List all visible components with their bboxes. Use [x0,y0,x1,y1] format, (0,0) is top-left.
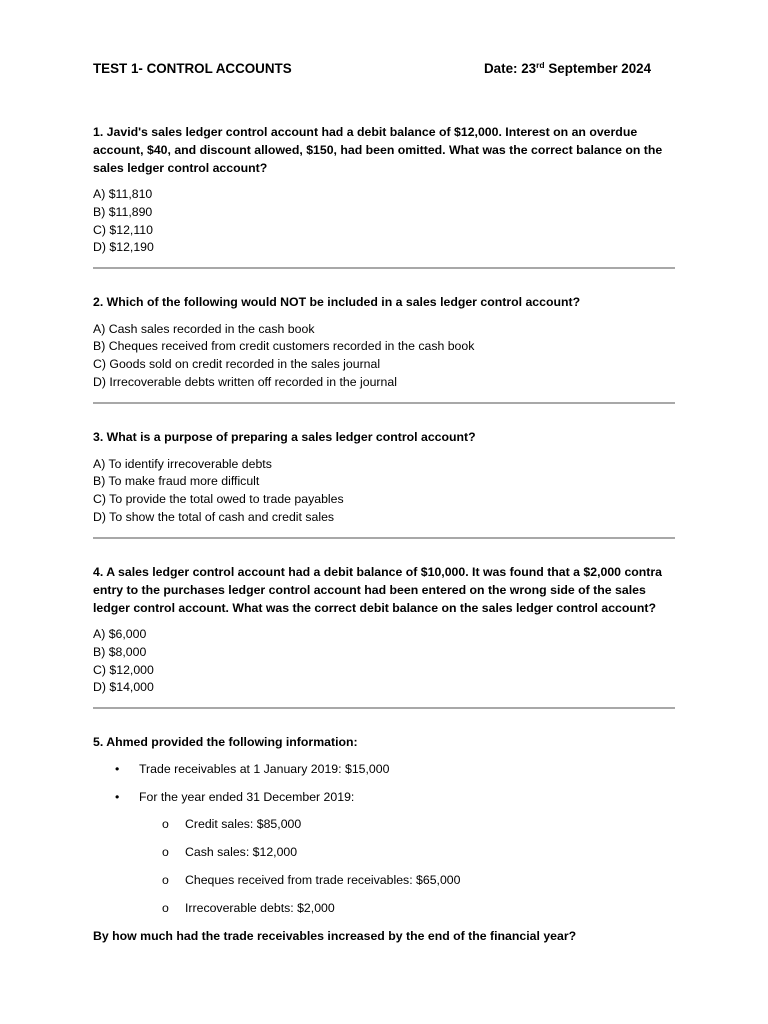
test-date [484,61,651,76]
sub-bullet-text: Cash sales: $12,000 [185,845,298,859]
option-b: B) To make fraud more difficult [93,474,260,489]
document-header [93,61,675,81]
date-prefix: Date: 23 [484,61,537,76]
date-superscript: rd [536,60,545,70]
question-1 [93,124,675,257]
divider [93,402,675,404]
question-1-options [93,186,675,256]
option-d: D) $12,190 [93,240,154,255]
option-b: B) $8,000 [93,644,147,659]
question-5-prompt [93,928,675,946]
option-d: D) $14,000 [93,680,154,695]
question-3-options [93,456,675,526]
question-5-question: By how much had the trade receivables increased by the end of the financial year? [93,929,577,943]
sub-bullet-marker: o [162,901,169,915]
date-suffix: September 2024 [544,61,652,76]
divider [93,537,675,539]
option-c: C) To provide the total owed to trade payables [93,491,344,506]
question-3-text: 3. What is a purpose of preparing a sales ledger control account? [93,430,476,444]
question-5-text: 5. Ahmed provided the following information: [93,735,358,749]
question-2-text: 2. Which of the following would NOT be included in a sales ledger control account? [93,295,581,309]
sub-bullet-marker: o [162,873,169,887]
question-2-options [93,321,675,391]
option-c: C) $12,000 [93,662,154,677]
bullet-marker: • [115,790,120,804]
question-1-text: 1. Javid's sales ledger control account had a debit balance of $12,000. Interest on an overdue account, $40, and discount allowed, $150, had been omitted. What was the correct balance on the sales ledger control account? [93,125,663,175]
option-d: D) To show the total of cash and credit sales [93,509,335,524]
sub-bullet-marker: o [162,817,169,831]
divider [93,707,675,709]
option-a: A) To identify irrecoverable debts [93,456,272,471]
sub-bullet-text: Credit sales: $85,000 [185,817,302,831]
bullet-text: Trade receivables at 1 January 2019: $15,000 [139,762,390,776]
question-4-text: 4. A sales ledger control account had a debit balance of $10,000. It was found that a $2,000 contra entry to the purchases ledger control account had been entered on the wrong side of the sales ledger control account. What was the correct debit balance on the sales ledger control account? [93,565,663,615]
question-3 [93,429,675,526]
sub-bullet-text: Irrecoverable debts: $2,000 [185,901,335,915]
option-d: D) Irrecoverable debts written off recorded in the journal [93,374,397,389]
bullet-marker: • [115,762,120,776]
sub-bullet-marker: o [162,845,169,859]
question-2 [93,294,675,391]
sub-bullet-text: Cheques received from trade receivables: $65,000 [185,873,461,887]
divider [93,267,675,269]
option-c: C) $12,110 [93,222,153,237]
bullet-text: For the year ended 31 December 2019: [139,790,355,804]
question-4 [93,564,675,697]
test-title: TEST 1- CONTROL ACCOUNTS [93,61,292,76]
option-a: A) $6,000 [93,627,147,642]
question-4-options [93,626,675,696]
question-5 [93,734,675,752]
option-c: C) Goods sold on credit recorded in the sales journal [93,356,381,371]
option-a: A) Cash sales recorded in the cash book [93,321,315,336]
option-b: B) Cheques received from credit customers recorded in the cash book [93,339,475,354]
option-a: A) $11,810 [93,187,153,202]
option-b: B) $11,890 [93,204,153,219]
